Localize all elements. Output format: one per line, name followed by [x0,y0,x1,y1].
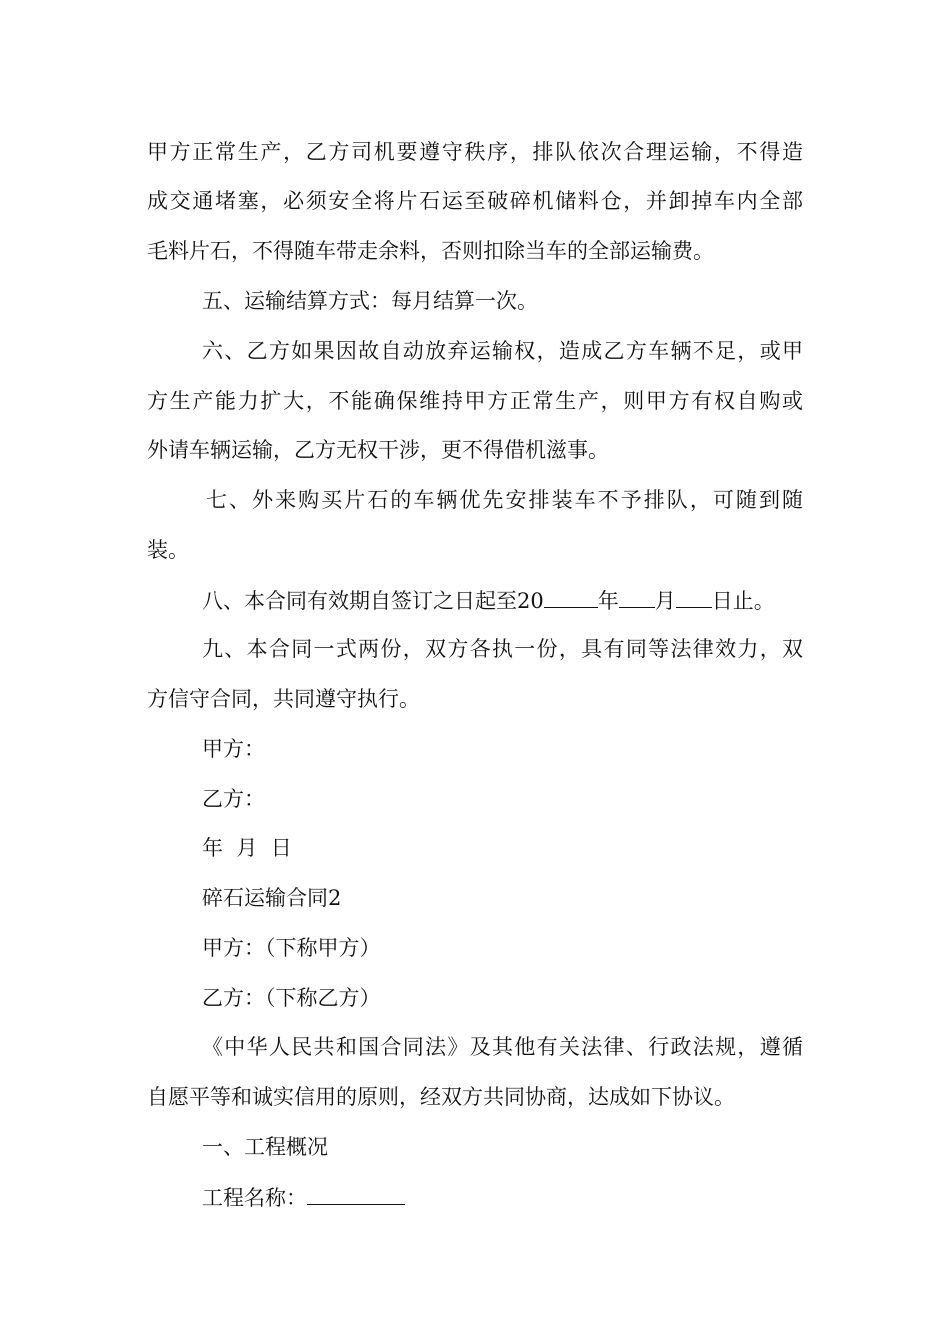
paragraph-line: 方信守合同，共同遵守执行。 [147,687,420,711]
month-label: 月 [654,589,676,613]
paragraph-line: 甲方正常生产，乙方司机要遵守秩序，排队依次合理运输，不得造 [147,140,803,164]
party-b-signature: 乙方： [202,787,265,811]
paragraph-line: 自愿平等和诚实信用的原则，经双方共同协商，达成如下协议。 [147,1085,735,1109]
party-b: 乙方：（下称乙方） [202,986,381,1010]
section-title: 碎石运输合同2 [202,886,342,910]
clause-eight [202,585,775,616]
party-a: 甲方：（下称甲方） [202,936,381,960]
month-blank [619,585,655,608]
clause-five: 五、运输结算方式：每月结算一次。 [202,289,538,313]
party-a-signature: 甲方： [202,737,265,761]
clause-nine: 九、本合同一式两份，双方各执一份，具有同等法律效力，双 [202,637,803,661]
project-overview-heading: 一、工程概况 [202,1135,328,1159]
project-name-blank [307,1182,405,1205]
year-label: 年 [597,589,619,613]
preamble: 《中华人民共和国合同法》及其他有关法律、行政法规，遵循 [202,1035,803,1059]
paragraph-line: 装。 [147,538,189,562]
signature-date: 年 月 日 [202,836,292,860]
paragraph-line: 毛料片石，不得随车带走余料，否则扣除当车的全部运输费。 [147,239,714,263]
project-name-label: 工程名称： [202,1186,307,1210]
project-name-field [202,1182,405,1213]
paragraph-line: 方生产能力扩大，不能确保维持甲方正常生产，则甲方有权自购或 [147,389,803,413]
year-blank [544,585,598,608]
clause-six: 六、乙方如果因故自动放弃运输权，造成乙方车辆不足，或甲 [202,339,803,363]
clause-seven: 七、外来购买片石的车辆优先安排装车不予排队，可随到随 [206,488,803,512]
paragraph-line: 成交通堵塞，必须安全将片石运至破碎机储料仓，并卸掉车内全部 [147,189,803,213]
day-label: 日止。 [711,589,775,613]
day-blank [676,585,712,608]
paragraph-line: 外请车辆运输，乙方无权干涉，更不得借机滋事。 [147,438,609,462]
clause-eight-text: 八、本合同有效期自签订之日起至20 [202,589,544,613]
